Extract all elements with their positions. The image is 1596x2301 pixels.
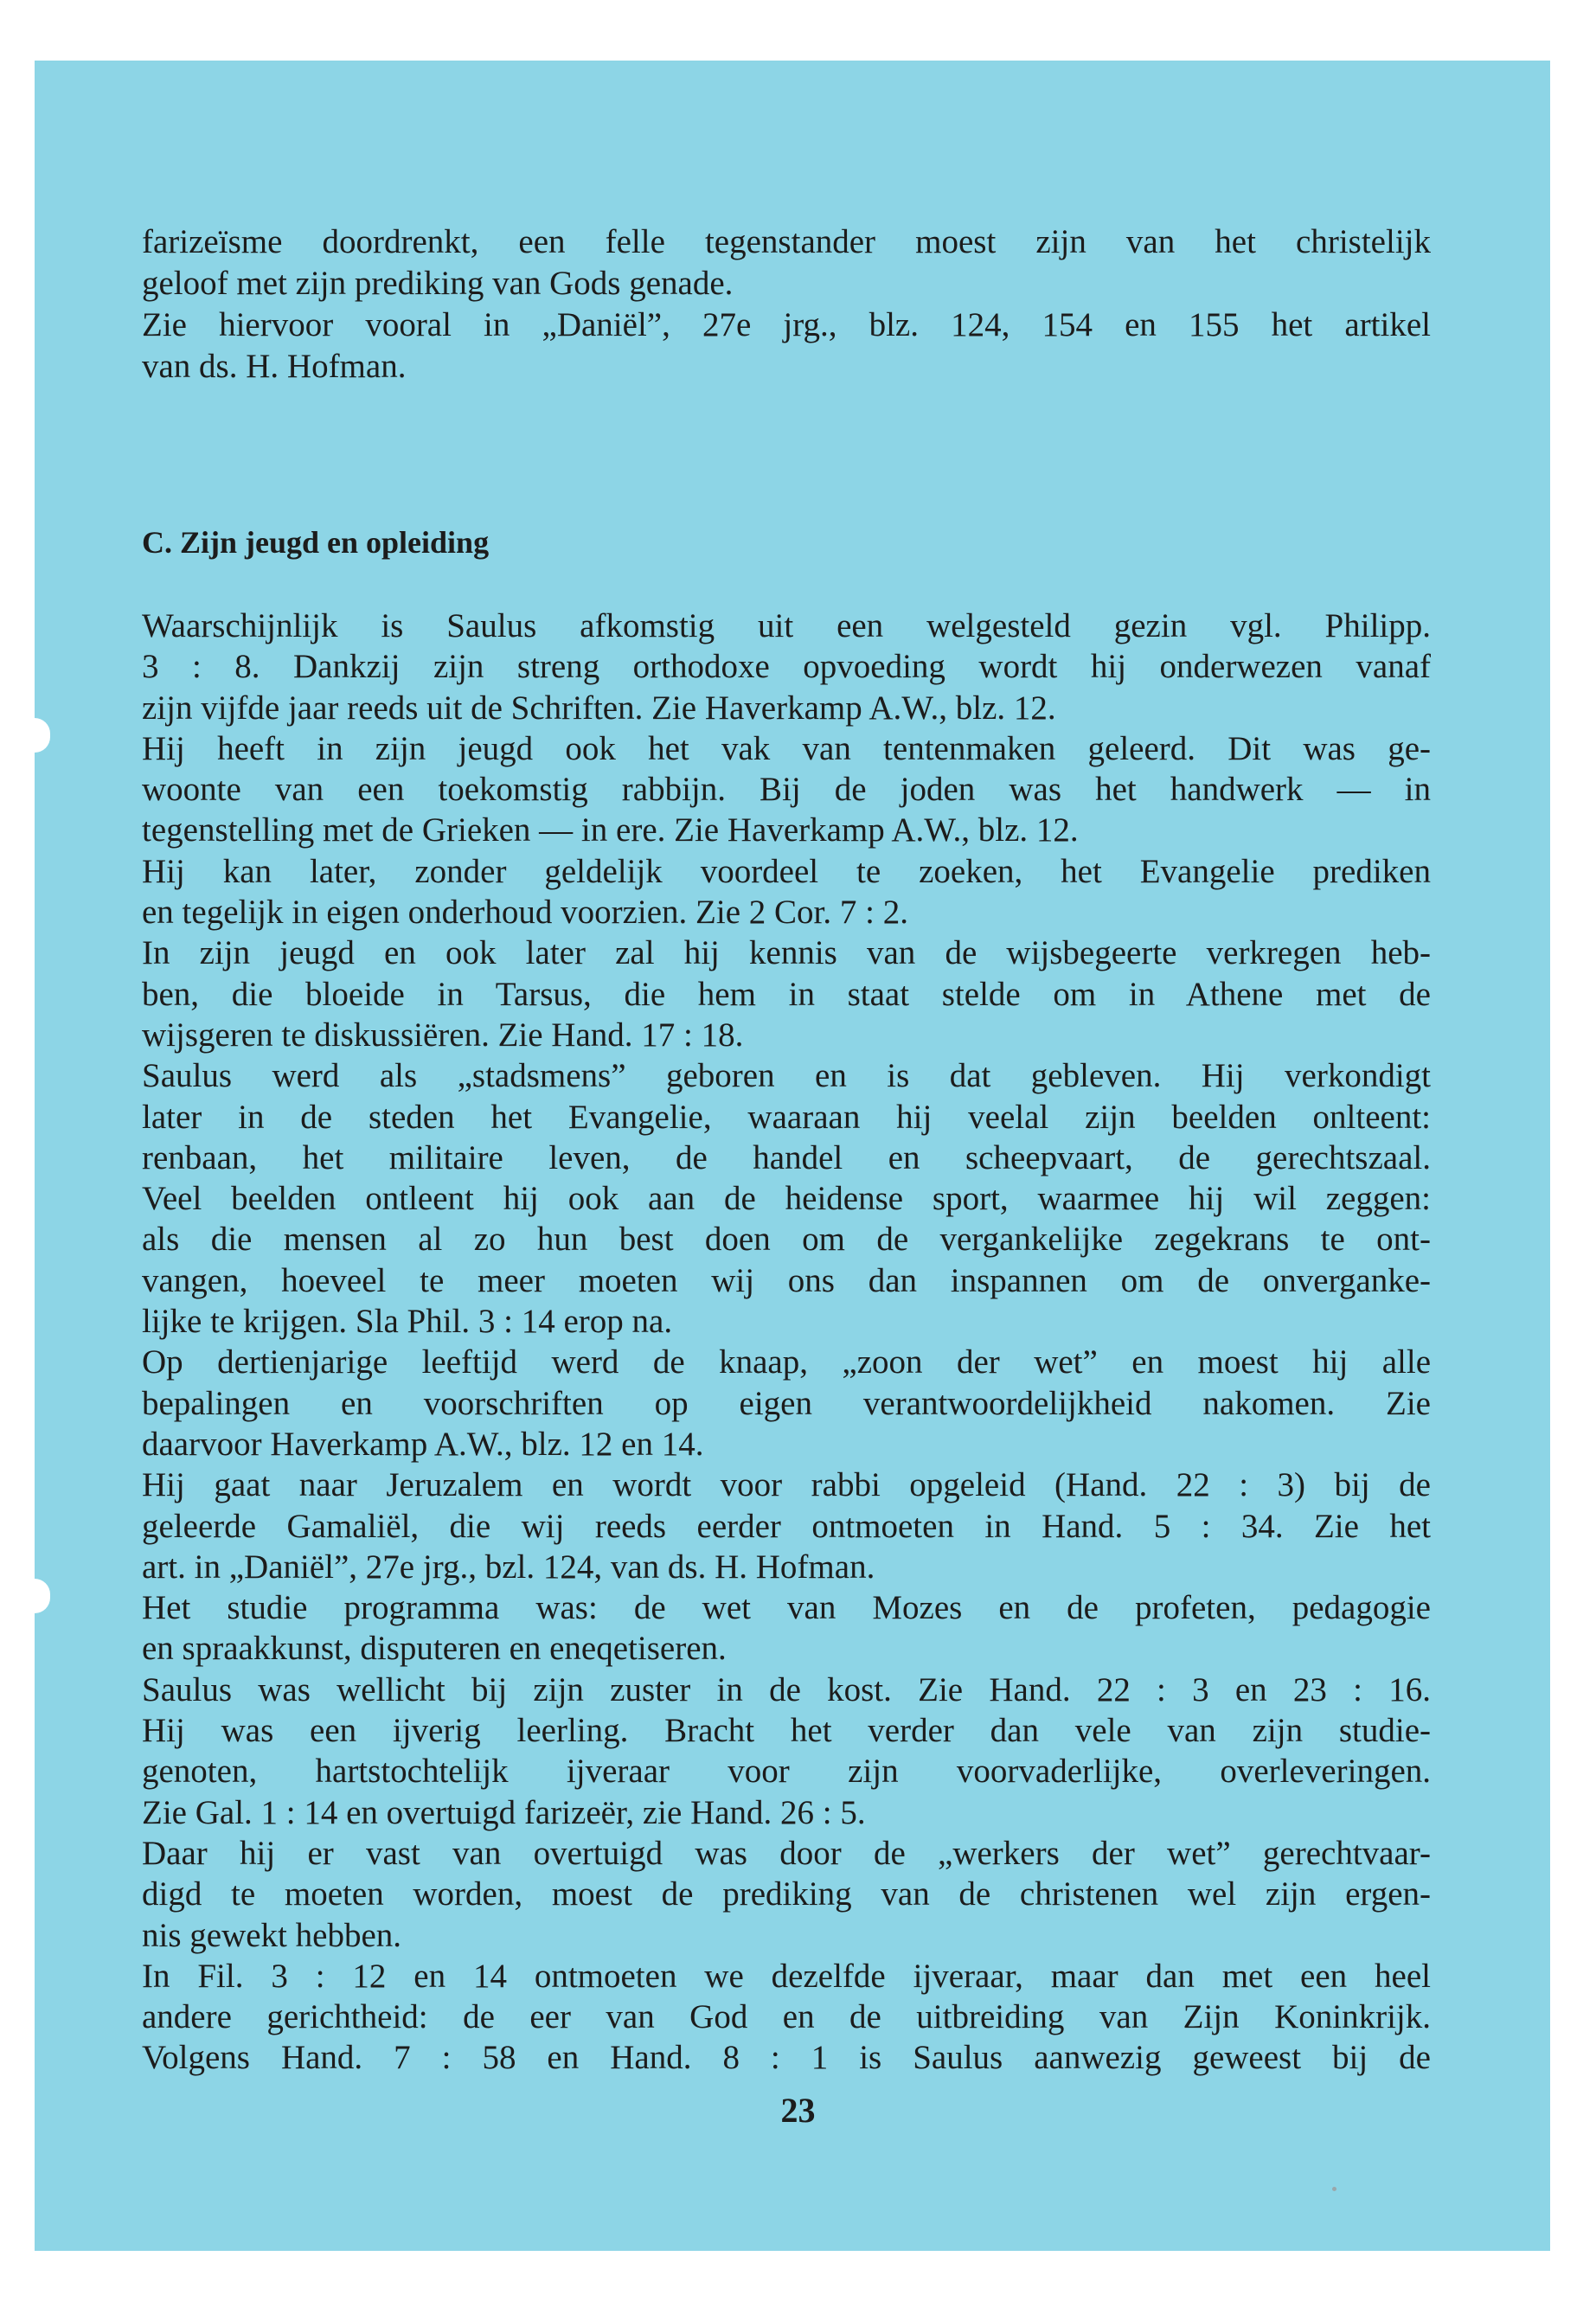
text-line: art. in „Daniël”, 27e jrg., bzl. 124, van ds. H. Hofman.	[142, 1548, 875, 1586]
text-line: Saulus was wellicht bij zijn zuster in de kost. Zie Hand. 22 : 3 en 23 : 16.	[142, 1670, 1431, 1708]
text-line: geleerde Gamaliël, die wij reeds eerder ontmoeten in Hand. 5 : 34. Zie het	[142, 1507, 1431, 1545]
text-line: Hij was een ijverig leerling. Bracht het verder dan vele van zijn studie-	[142, 1712, 1431, 1750]
text-line: vangen, hoeveel te meer moeten wij ons dan inspannen om de onverganke-	[142, 1261, 1431, 1299]
text-line: In Fil. 3 : 12 en 14 ontmoeten we dezelfde ijveraar, maar dan met een heel	[142, 1957, 1431, 1995]
text-line: Volgens Hand. 7 : 58 en Hand. 8 : 1 is Saulus aanwezig geweest bij de	[142, 2039, 1431, 2077]
text-line: genoten, hartstochtelijk ijveraar voor zijn voorvaderlijke, overleveringen.	[142, 1753, 1431, 1791]
text-line: wijsgeren te diskussiëren. Zie Hand. 17 : 18.	[142, 1016, 744, 1054]
text-line: renbaan, het militaire leven, de handel en scheepvaart, de gerechtszaal.	[142, 1138, 1431, 1176]
text-line: en spraakkunst, disputeren en eneqetiseren.	[142, 1630, 727, 1668]
text-line: 3 : 8. Dankzij zijn streng orthodoxe opvoeding wordt hij onderwezen vanaf	[142, 648, 1431, 686]
page-number: 23	[780, 2091, 816, 2130]
text-line: Hij kan later, zonder geldelijk voordeel te zoeken, het Evangelie prediken	[142, 852, 1431, 890]
text-line: lijke te krijgen. Sla Phil. 3 : 14 erop na.	[142, 1303, 673, 1341]
text-line: als die mensen al zo hun best doen om de vergankelijke zegekrans te ont-	[142, 1221, 1431, 1259]
text-line: ben, die bloeide in Tarsus, die hem in staat stelde om in Athene met de	[142, 975, 1431, 1013]
text-line: Saulus werd als „stadsmens” geboren en is dat gebleven. Hij verkondigt	[142, 1057, 1431, 1095]
text-line: farizeïsme doordrenkt, een felle tegenstander moest zijn van het christelijk	[142, 223, 1431, 260]
text-line: Hij gaat naar Jeruzalem en wordt voor rabbi opgeleid (Hand. 22 : 3) bij de	[142, 1466, 1431, 1504]
text-line: Zie Gal. 1 : 14 en overtuigd farizeër, zie Hand. 26 : 5.	[142, 1793, 866, 1831]
text-line: van ds. H. Hofman.	[142, 348, 407, 385]
text-line: daarvoor Haverkamp A.W., blz. 12 en 14.	[142, 1425, 704, 1463]
scan-speck	[1332, 2187, 1336, 2191]
text-line: Hij heeft in zijn jeugd ook het vak van tentenmaken geleerd. Dit was ge-	[142, 729, 1431, 767]
text-line: Waarschijnlijk is Saulus afkomstig uit een welgesteld gezin vgl. Philipp.	[142, 607, 1431, 644]
text-line: geloof met zijn prediking van Gods genade.	[142, 265, 734, 302]
text-line: en tegelijk in eigen onderhoud voorzien. Zie 2 Cor. 7 : 2.	[142, 894, 908, 932]
text-line: Het studie programma was: de wet van Mozes en de profeten, pedagogie	[142, 1589, 1431, 1627]
text-line: In zijn jeugd en ook later zal hij kennis van de wijsbegeerte verkregen heb-	[142, 934, 1431, 972]
section-heading: C. Zijn jeugd en opleiding	[142, 525, 490, 560]
text-line: digd te moeten worden, moest de prediking van de christenen wel zijn ergen-	[142, 1875, 1431, 1913]
text-line: andere gerichtheid: de eer van God en de uitbreiding van Zijn Koninkrijk.	[142, 1998, 1431, 2036]
intro-paragraph	[142, 221, 1431, 388]
text-line: tegenstelling met de Grieken — in ere. Zie Haverkamp A.W., blz. 12.	[142, 811, 1079, 849]
text-line: Op dertienjarige leeftijd werd de knaap, „zoon der wet” en moest hij alle	[142, 1343, 1431, 1381]
text-line: Veel beelden ontleent hij ook aan de heidense sport, waarmee hij wil zeggen:	[142, 1180, 1431, 1218]
text-line: bepalingen en voorschriften op eigen verantwoordelijkheid nakomen. Zie	[142, 1384, 1431, 1422]
text-line: Daar hij er vast van overtuigd was door de „werkers der wet” gerechtvaar-	[142, 1834, 1431, 1872]
text-line: nis gewekt hebben.	[142, 1916, 402, 1954]
section-body	[142, 606, 1431, 2079]
text-line: Zie hiervoor vooral in „Daniël”, 27e jrg., blz. 124, 154 en 155 het artikel	[142, 306, 1431, 343]
text-line: zijn vijfde jaar reeds uit de Schriften. Zie Haverkamp A.W., blz. 12.	[142, 689, 1056, 727]
text-line: later in de steden het Evangelie, waaraan hij veelal zijn beelden onlteent:	[142, 1098, 1431, 1136]
text-line: woonte van een toekomstig rabbijn. Bij de joden was het handwerk — in	[142, 771, 1431, 809]
